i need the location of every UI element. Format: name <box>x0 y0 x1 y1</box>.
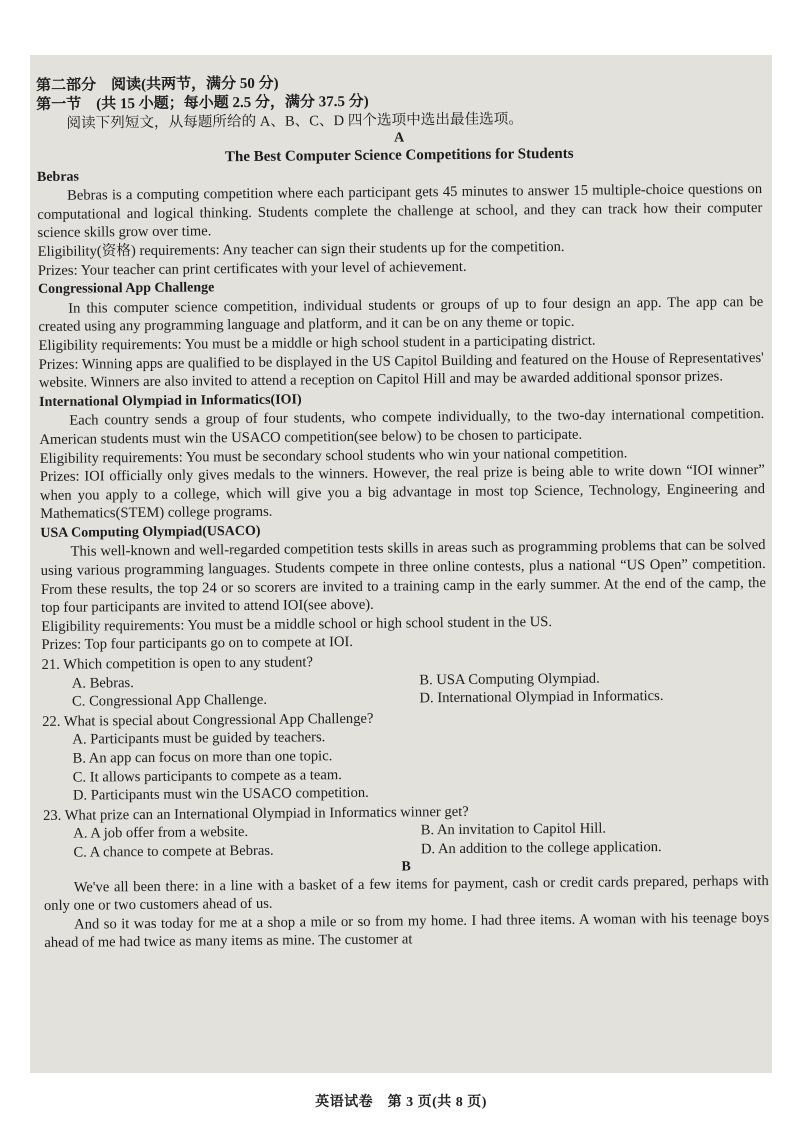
question-stem: 21. Which competition is open to any student? <box>41 654 314 674</box>
answer-option: B. An invitation to Capitol Hill. <box>420 820 607 839</box>
answer-option: B. USA Computing Olympiad. <box>419 670 600 688</box>
section-heading: USA Computing Olympiad(USACO) <box>40 523 261 541</box>
answer-option: A. A job offer from a website. <box>73 824 249 843</box>
passage-b-paragraph: And so it was today for me at a shop a mile or so from my home. I had three items. A woman with his teenage boys ahead of me had twice as many items as mine. The customer at <box>44 909 770 952</box>
eligibility-text: Eligibility requirements: You must be a middle or high school student in a participating district. <box>38 332 596 354</box>
section-heading: Bebras <box>36 169 80 185</box>
answer-option: D. International Olympiad in Informatics. <box>419 688 664 707</box>
section-intro: In this computer science competition, individual students or groups of up to four design an app. The app can be created using any programming language and platform, and it can be on any theme or topic. <box>38 293 764 336</box>
passage-a-title: The Best Computer Science Competitions for Students <box>224 145 574 165</box>
questions-block <box>42 649 769 862</box>
passage-b-paragraph: We've all been there: in a line with a basket of a few items for payment, cash or credit cards prepared, perhaps with only one or two customers ahead of us. <box>43 872 769 915</box>
answer-option: D. Participants must win the USACO competition. <box>72 785 369 804</box>
page-footer: 英语试卷 第 3 页(共 8 页) <box>315 1095 487 1110</box>
prizes-text: Prizes: Your teacher can print certificates with your level of achievement. <box>37 258 467 279</box>
page-content <box>36 70 769 953</box>
part-heading: 第二部分 阅读(共两节，满分 50 分) <box>36 75 279 94</box>
passage-b-letter: B <box>401 859 411 875</box>
instructions: 阅读下列短文，从每题所给的 A、B、C、D 四个选项中选出最佳选项。 <box>66 111 523 132</box>
answer-option: B. An app can focus on more than one topic. <box>72 748 333 767</box>
section-heading: Congressional App Challenge <box>37 280 215 298</box>
eligibility-text: Eligibility requirements: You must be secondary school students who win your national competition. <box>39 444 628 467</box>
answer-option: D. An addition to the college application. <box>420 838 662 858</box>
prizes-text: Prizes: Winning apps are qualified to be displayed in the US Capitol Building and featured on the House of Representatives' website. Winners are also invited to attend a reception on Capitol Hill and may be awarded additional sponsor prizes. <box>38 349 764 392</box>
section-intro: This well-known and well-regarded competition tests skills in areas such as programming problems that can be solved using various programming languages. Students compete in three online contests, plus a national “US Open” competition. From these results, the top 24 or so scorers are invited to a training camp in the early summer. At the end of the camp, the top four participants are invited to attend IOI(see above). <box>40 537 766 617</box>
answer-option: C. A chance to compete at Bebras. <box>73 842 274 861</box>
question-stem: 23. What prize can an International Olympiad in Informatics winner get? <box>43 803 469 824</box>
prizes-text: Prizes: Top four participants go on to compete at IOI. <box>41 634 354 654</box>
section-intro: Bebras is a computing competition where each participant gets 45 minutes to answer 15 multiple-choice questions on computational and logical thinking. Students complete the challenge at school, and they can track how their computer science skills grow over time. <box>37 181 763 242</box>
answer-option: C. It allows participants to compete as a team. <box>72 766 342 786</box>
section-heading: International Olympiad in Informatics(IOI) <box>39 392 302 410</box>
eligibility-text: Eligibility requirements: You must be a middle school or high school student in the US. <box>41 613 553 635</box>
answer-option: C. Congressional App Challenge. <box>71 692 268 710</box>
question-stem: 22. What is special about Congressional App Challenge? <box>42 710 374 730</box>
answer-option: A. Bebras. <box>71 674 134 692</box>
exam-page <box>30 55 772 1110</box>
eligibility-text: Eligibility(资格) requirements: Any teacher can sign their students up for the competition. <box>37 238 565 260</box>
section-intro: Each country sends a group of four students, who compete individually, to the two-day international competition. American students must win the USACO competition(see below) to be chosen to participate. <box>39 406 765 448</box>
competition-sections <box>37 162 767 655</box>
answer-option: A. Participants must be guided by teachers. <box>72 729 326 749</box>
prizes-text: Prizes: IOI officially only gives medals to the winners. However, the real prize is being able to write down “IOI winner” when you apply to a college, which will give you a big advantage in most top Science, Technology, Engineering and Mathematics(STEM) college programs. <box>39 462 766 523</box>
passage-a-letter: A <box>393 130 405 146</box>
section-heading: 第一节 (共 15 小题；每小题 2.5 分，满分 37.5 分) <box>36 93 369 113</box>
